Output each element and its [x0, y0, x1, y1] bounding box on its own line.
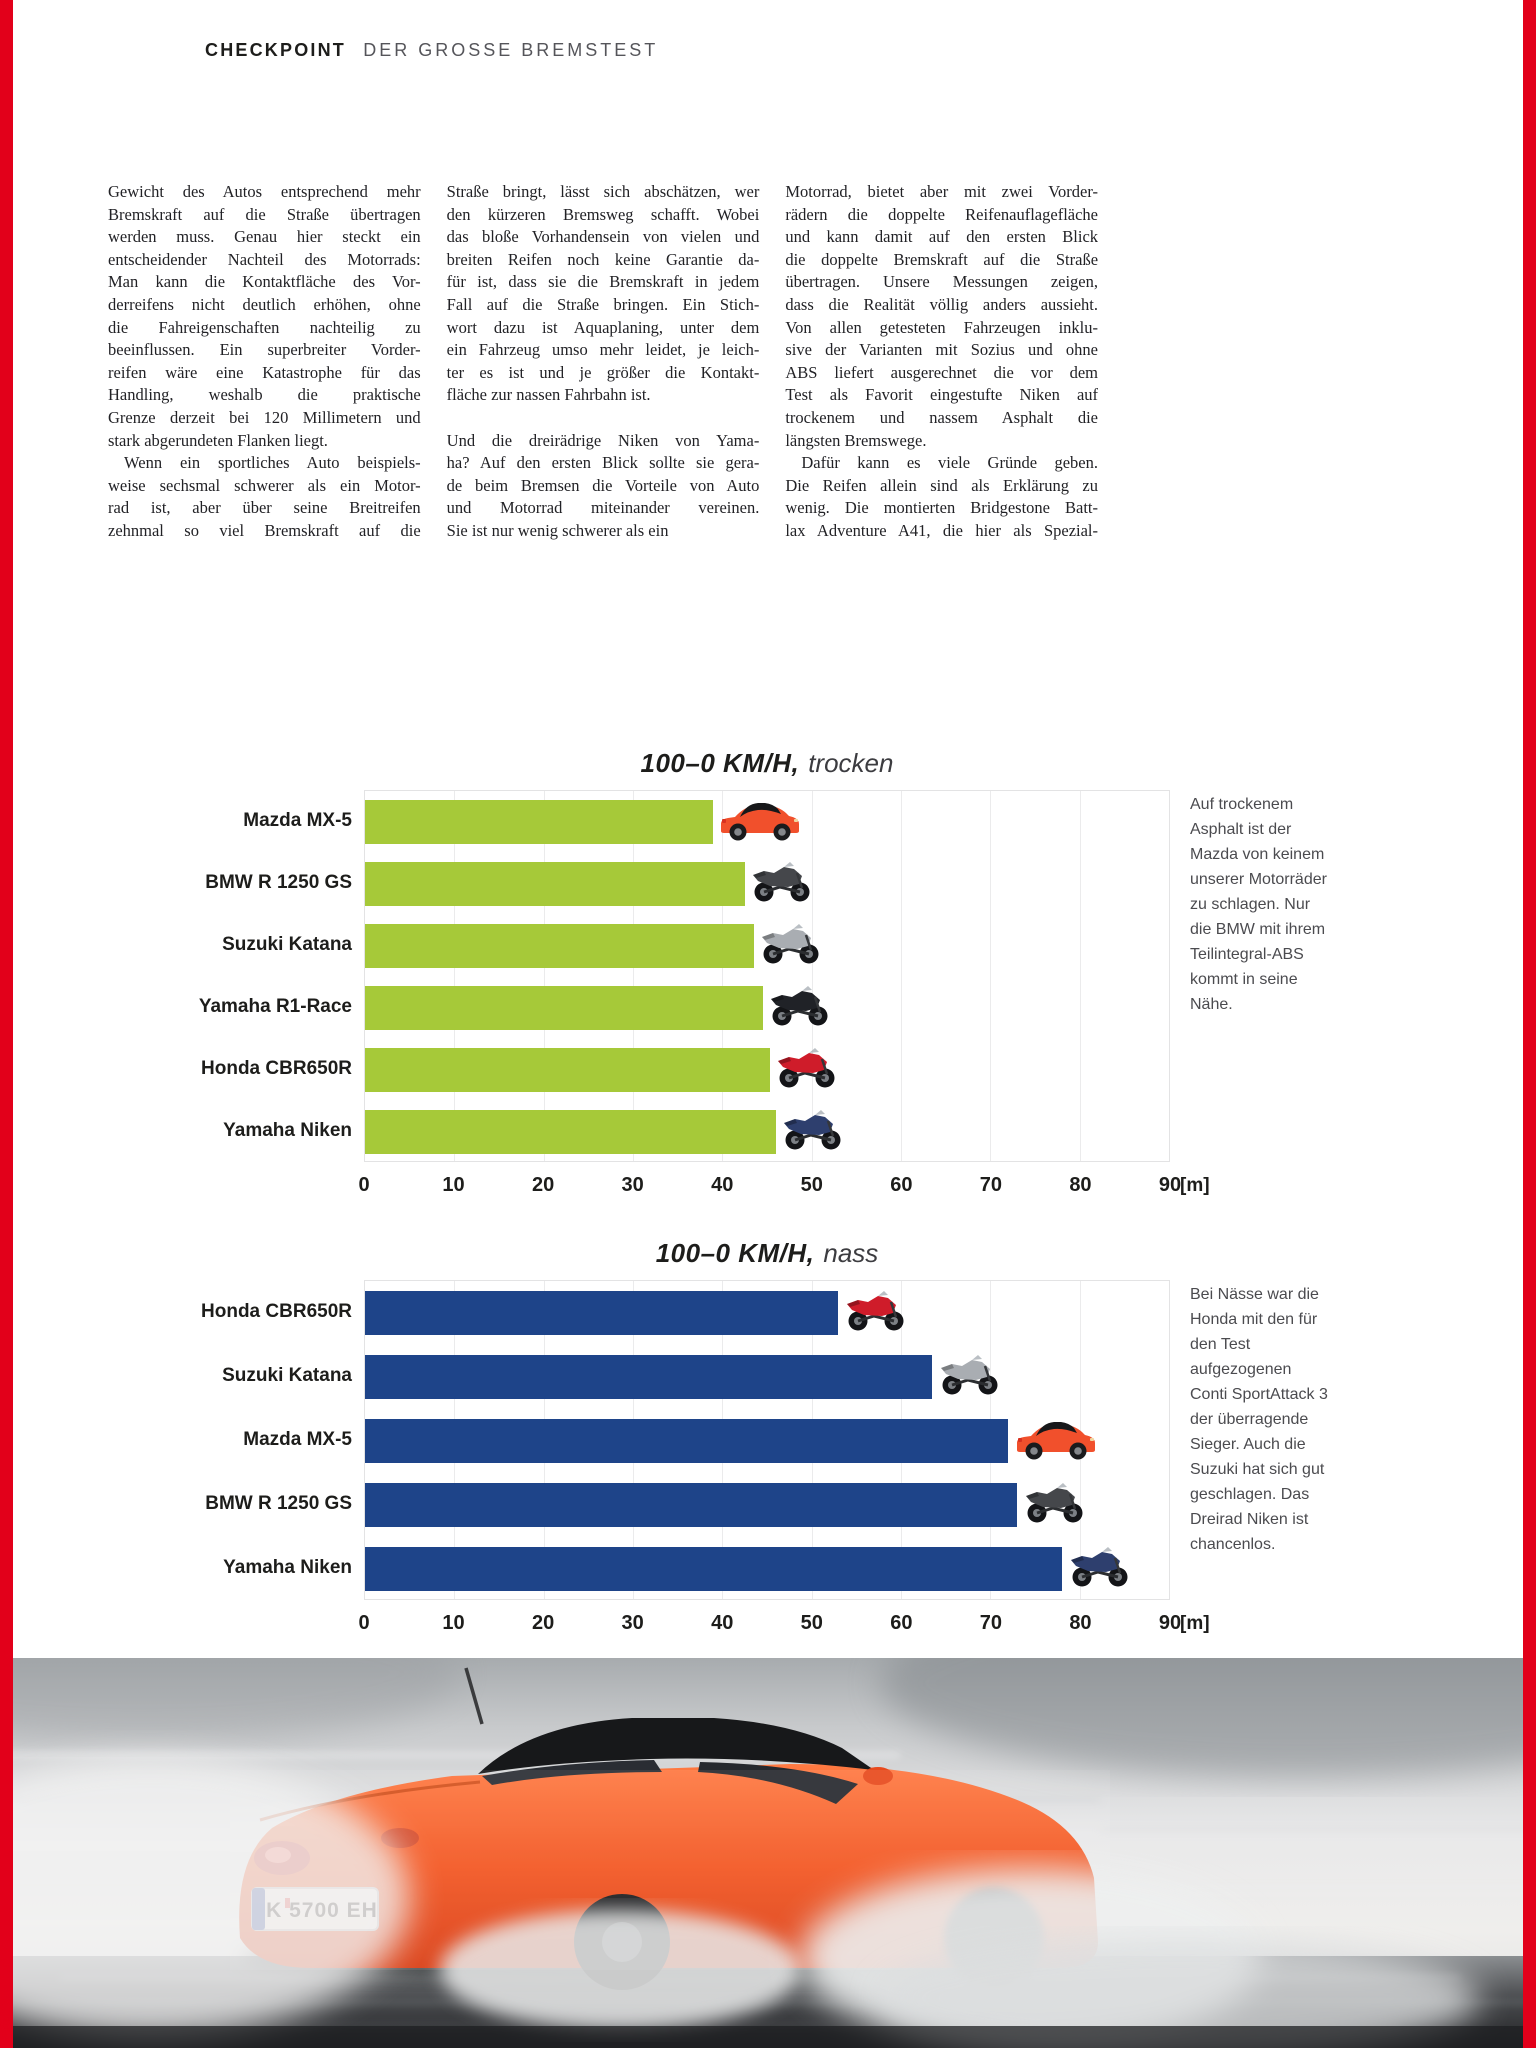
- category-label: BMW R 1250 GS: [205, 872, 352, 893]
- bar-suzuki-katana: [365, 924, 754, 968]
- bar-yamaha-r1-race: [365, 986, 763, 1030]
- article-text-line: längsten Bremswege.: [785, 430, 927, 450]
- article-text-line: reifen wäre eine Katastrophe für das: [108, 362, 421, 382]
- article-text-line: dass die Realität völlig anders aussieht.: [785, 294, 1099, 314]
- article-text-line: zehnmal so viel Bremskraft auf die: [108, 520, 421, 540]
- article-text-line: de beim Bremsen die Vorteile von Auto: [446, 475, 760, 495]
- article-text-line: Fall auf die Straße bringen. Ein Stich-: [446, 294, 760, 314]
- bar-mazda-mx-5: [365, 800, 713, 844]
- article-text-line: den kürzeren Bremsweg schafft. Wobei: [446, 204, 760, 224]
- motorcycle-icon-honda-cbr650r: [775, 1044, 839, 1095]
- x-axis-unit: [m]: [1180, 1175, 1210, 1196]
- page-edge-left: [0, 0, 13, 2048]
- chart-caption: Bei Nässe war die Honda mit den für den Test aufgezogenen Conti SportAttack 3 der überragende Sieger. Auch die Suzuki hat sich gut geschlagen. Das Dreirad Niken ist chancenlos.: [1190, 1286, 1328, 1553]
- x-axis-unit: [m]: [1180, 1613, 1210, 1634]
- article-text-line: die doppelte Bremskraft auf die Straße: [785, 249, 1099, 269]
- x-axis-tick: 50: [800, 1174, 823, 1196]
- x-axis-tick: 30: [621, 1612, 644, 1634]
- article-text-line: Man kann die Kontaktfläche des Vor-: [108, 272, 421, 292]
- bar-bmw-r-1250-gs: [365, 1483, 1017, 1527]
- article-text-line: ABS liefert ausgerechnet die vor dem: [785, 362, 1099, 382]
- article-text-line: Dafür kann es viele Gründe geben.: [801, 453, 1099, 473]
- article-text-line: weise sechsmal schwerer als ein Motor-: [108, 475, 421, 495]
- chart-title-light: nass: [823, 1238, 879, 1268]
- bar-honda-cbr650r: [365, 1291, 838, 1335]
- mazda-wet-road-photo: [0, 1658, 1536, 2048]
- article-columns: [108, 181, 1098, 543]
- section-kicker: CHECKPOINT: [205, 40, 347, 60]
- chart-title-light: trocken: [808, 748, 894, 778]
- article-text-line: Bremskraft auf die Straße übertragen: [108, 204, 421, 224]
- x-axis-tick: 90: [1158, 1612, 1182, 1634]
- article-text-line: Straße bringt, lässt sich abschätzen, wer: [446, 182, 760, 201]
- article-text-line: Test als Favorit eingestufte Niken auf: [785, 385, 1099, 405]
- article-column-3: [785, 181, 1098, 543]
- x-axis-tick: 90: [1158, 1174, 1182, 1196]
- article-text-line: und Motorrad miteinander vereinen.: [446, 498, 760, 518]
- article-text-line: Wenn ein sportliches Auto beispiels-: [124, 453, 421, 473]
- category-label: Honda CBR650R: [201, 1058, 352, 1079]
- x-axis-tick: 10: [442, 1612, 465, 1634]
- category-label: Mazda MX-5: [243, 1429, 352, 1450]
- article-column-1: [108, 181, 421, 543]
- article-text-line: Handling, weshalb die praktische: [108, 385, 421, 405]
- x-axis-tick: 0: [358, 1174, 370, 1196]
- article-text-line: ha? Auf den ersten Blick sollte sie gera-: [446, 453, 760, 473]
- article-text-line: ter es ist und je größer die Kontakt-: [446, 362, 760, 382]
- gridline: [454, 791, 455, 1161]
- bar-mazda-mx-5: [365, 1419, 1008, 1463]
- article-text-line: beeinflussen. Ein superbreiter Vorder-: [108, 340, 421, 360]
- motorcycle-icon-yamaha-niken: [1068, 1543, 1132, 1594]
- article-text-line: breiten Reifen noch keine Garantie da-: [446, 249, 760, 269]
- page-title: DER GROSSE BREMSTEST: [363, 40, 659, 60]
- article-text-line: und kann damit auf den ersten Blick: [785, 227, 1099, 247]
- article-text-line: Grenze derzeit bei 120 Millimetern und: [108, 407, 421, 427]
- category-label: Yamaha Niken: [223, 1557, 352, 1578]
- chart-caption: Auf trockenem Asphalt ist der Mazda von keinem unserer Motorräder zu schlagen. Nur die BMW mit ihrem Teilintegral-ABS kommt in seine Nähe.: [1190, 796, 1327, 1013]
- car-icon-mazda-mx-5: [718, 795, 802, 848]
- category-label: Mazda MX-5: [243, 810, 352, 831]
- x-axis-tick: 60: [890, 1612, 913, 1634]
- gridline: [1080, 791, 1081, 1161]
- gridline: [633, 791, 634, 1161]
- x-axis-tick: 80: [1069, 1174, 1092, 1196]
- article-text-line: rad ist, aber über seine Breitreifen: [108, 498, 421, 518]
- gridline: [544, 791, 545, 1161]
- category-label: Suzuki Katana: [222, 934, 352, 955]
- article-text-line: das bloße Vorhandensein von vielen und: [446, 227, 760, 247]
- article-text-line: lax Adventure A41, die hier als Spezial-: [785, 520, 1099, 540]
- article-text-line: Und die dreirädrige Niken von Yama-: [446, 430, 760, 450]
- category-label: BMW R 1250 GS: [205, 1493, 352, 1514]
- article-text-line: Motorrad, bietet aber mit zwei Vorder-: [785, 182, 1099, 201]
- chart-title-bold: 100–0 KM/H,: [640, 748, 800, 778]
- article-text-line: Sie ist nur wenig schwerer als ein: [446, 520, 669, 540]
- category-label: Yamaha Niken: [223, 1120, 352, 1141]
- article-text-line: Gewicht des Autos entsprechend mehr: [108, 182, 421, 201]
- category-label: Yamaha R1-Race: [198, 996, 352, 1017]
- photo-bottom-shadow: [0, 2026, 1536, 2048]
- x-axis-tick: 0: [358, 1612, 370, 1634]
- bar-bmw-r-1250-gs: [365, 862, 745, 906]
- motorcycle-icon-yamaha-niken: [781, 1106, 845, 1157]
- article-text-line: sive der Varianten mit Sozius und ohne: [785, 340, 1099, 360]
- motorcycle-icon-suzuki-katana: [938, 1351, 1002, 1402]
- x-axis-tick: 50: [800, 1612, 823, 1634]
- gridline: [901, 791, 902, 1161]
- article-text-line: derreifens nicht deutlich erhöhen, ohne: [108, 294, 421, 314]
- x-axis-tick: 80: [1069, 1612, 1092, 1634]
- car-icon-mazda-mx-5: [1014, 1414, 1098, 1467]
- bar-suzuki-katana: [365, 1355, 932, 1399]
- article-text-line: für ist, dass sie die Bremskraft in jedem: [446, 272, 760, 292]
- article-text-line: übertragen. Unsere Messungen zeigen,: [785, 272, 1099, 292]
- x-axis-tick: 40: [711, 1174, 734, 1196]
- category-label: Suzuki Katana: [222, 1365, 352, 1386]
- article-text-line: wort dazu ist Aquaplaning, unter dem: [446, 317, 760, 337]
- x-axis-tick: 70: [979, 1612, 1002, 1634]
- motorcycle-icon-bmw-r-1250-gs: [750, 858, 814, 909]
- x-axis-tick: 40: [711, 1612, 734, 1634]
- article-text-line: trockenem und nassem Asphalt die: [785, 407, 1099, 427]
- page-edge-right: [1523, 0, 1536, 2048]
- chart-title: [364, 1238, 1170, 1269]
- x-axis-tick: 20: [531, 1612, 555, 1634]
- gridline: [990, 791, 991, 1161]
- x-axis-tick: 70: [979, 1174, 1002, 1196]
- bar-honda-cbr650r: [365, 1048, 770, 1092]
- article-text-line: rädern die doppelte Reifenauflagefläche: [785, 204, 1099, 224]
- category-label: Honda CBR650R: [201, 1301, 352, 1322]
- chart-title-bold: 100–0 KM/H,: [655, 1238, 815, 1268]
- bar-yamaha-niken: [365, 1547, 1062, 1591]
- article-text-line: die Fahreigenschaften nachteilig zu: [108, 317, 421, 337]
- article-text-line: Von allen getesteten Fahrzeugen inklu-: [785, 317, 1099, 337]
- motorcycle-icon-yamaha-r1-race: [768, 982, 832, 1033]
- article-text-line: ein Fahrzeug umso mehr leidet, je leich-: [446, 340, 760, 360]
- x-axis-tick: 10: [442, 1174, 465, 1196]
- article-text-line: stark abgerundeten Flanken liegt.: [108, 430, 328, 450]
- article-text-line: werden muss. Genau hier steckt ein: [108, 227, 421, 247]
- x-axis-tick: 20: [531, 1174, 555, 1196]
- article-text-line: Die Reifen allein sind als Erklärung zu: [785, 475, 1099, 495]
- article-text-line: wenig. Die montierten Bridgestone Batt-: [785, 498, 1099, 518]
- article-text-line: entscheidender Nachteil des Motorrads:: [108, 249, 421, 269]
- page-header: [205, 40, 658, 61]
- motorcycle-icon-bmw-r-1250-gs: [1023, 1479, 1087, 1530]
- x-axis-tick: 30: [621, 1174, 644, 1196]
- motorcycle-icon-honda-cbr650r: [844, 1287, 908, 1338]
- article-text-line: fläche zur nassen Fahrbahn ist.: [446, 385, 651, 405]
- bar-yamaha-niken: [365, 1110, 776, 1154]
- article-column-2: [447, 181, 760, 543]
- motorcycle-icon-suzuki-katana: [759, 920, 823, 971]
- x-axis-tick: 60: [890, 1174, 913, 1196]
- chart-title: [364, 748, 1170, 779]
